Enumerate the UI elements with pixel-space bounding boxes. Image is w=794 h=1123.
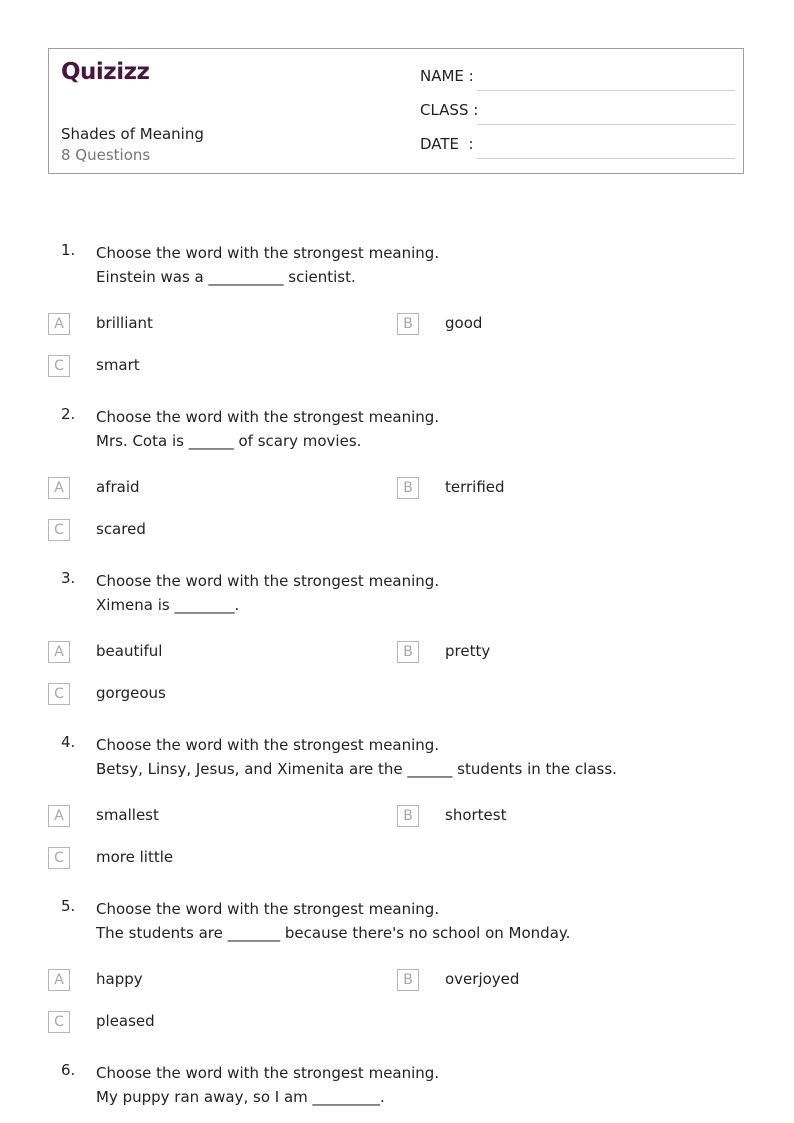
name-field[interactable] bbox=[420, 67, 735, 91]
question-number: 2. bbox=[61, 405, 76, 423]
worksheet-header bbox=[48, 48, 744, 174]
question-text bbox=[96, 1061, 439, 1109]
option-text: gorgeous bbox=[96, 684, 166, 702]
option-letter-box: A bbox=[48, 641, 70, 663]
question-number: 3. bbox=[61, 569, 76, 587]
option-letter-box: A bbox=[48, 969, 70, 991]
question-number: 4. bbox=[61, 733, 76, 751]
class-field[interactable] bbox=[420, 101, 735, 125]
option-text: pretty bbox=[445, 642, 491, 660]
question-prompt: Choose the word with the strongest meaning. bbox=[96, 408, 440, 426]
class-label: CLASS : bbox=[420, 101, 479, 119]
question-text bbox=[96, 733, 617, 781]
option-text: smallest bbox=[96, 806, 159, 824]
option-text: happy bbox=[96, 970, 143, 988]
option-letter-box: A bbox=[48, 477, 70, 499]
date-field[interactable] bbox=[420, 135, 735, 159]
option-letter-box: C bbox=[48, 519, 70, 541]
worksheet-title: Shades of Meaning bbox=[61, 125, 204, 143]
question-number: 5. bbox=[61, 897, 76, 915]
option-text: pleased bbox=[96, 1012, 155, 1030]
question-sentence: Ximena is ________. bbox=[96, 596, 240, 614]
option-letter-box: C bbox=[48, 847, 70, 869]
question-text bbox=[96, 405, 439, 453]
option-text: more little bbox=[96, 848, 174, 866]
option-text: brilliant bbox=[96, 314, 153, 332]
option-text: shortest bbox=[445, 806, 507, 824]
option-text: smart bbox=[96, 356, 140, 374]
option-letter-box: A bbox=[48, 805, 70, 827]
class-line[interactable] bbox=[477, 124, 735, 125]
option-letter-box: B bbox=[397, 641, 419, 663]
date-line[interactable] bbox=[477, 158, 735, 159]
option-letter-box: A bbox=[48, 313, 70, 335]
question-sentence: My puppy ran away, so I am _________. bbox=[96, 1088, 385, 1106]
name-label: NAME : bbox=[420, 67, 474, 85]
option-text: good bbox=[445, 314, 483, 332]
question-number: 1. bbox=[61, 241, 76, 259]
option-text: scared bbox=[96, 520, 146, 538]
quizizz-logo: Quizizz bbox=[61, 59, 150, 85]
question-text bbox=[96, 241, 439, 289]
question-count: 8 Questions bbox=[61, 146, 151, 164]
name-line[interactable] bbox=[477, 90, 735, 91]
question-sentence: Mrs. Cota is ______ of scary movies. bbox=[96, 432, 362, 450]
option-letter-box: C bbox=[48, 683, 70, 705]
option-text: beautiful bbox=[96, 642, 163, 660]
question-prompt: Choose the word with the strongest meaning. bbox=[96, 244, 440, 262]
question-prompt: Choose the word with the strongest meaning. bbox=[96, 572, 440, 590]
option-letter-box: C bbox=[48, 1011, 70, 1033]
question-prompt: Choose the word with the strongest meaning. bbox=[96, 900, 440, 918]
option-text: terrified bbox=[445, 478, 505, 496]
question-number: 6. bbox=[61, 1061, 76, 1079]
question-text bbox=[96, 897, 570, 945]
option-letter-box: B bbox=[397, 969, 419, 991]
option-text: afraid bbox=[96, 478, 140, 496]
question-sentence: Einstein was a __________ scientist. bbox=[96, 268, 356, 286]
question-prompt: Choose the word with the strongest meaning. bbox=[96, 1064, 440, 1082]
option-letter-box: B bbox=[397, 313, 419, 335]
option-letter-box: B bbox=[397, 805, 419, 827]
question-sentence: Betsy, Linsy, Jesus, and Ximenita are the ______ students in the class. bbox=[96, 760, 617, 778]
date-label: DATE : bbox=[420, 135, 474, 153]
question-prompt: Choose the word with the strongest meaning. bbox=[96, 736, 440, 754]
option-letter-box: B bbox=[397, 477, 419, 499]
option-text: overjoyed bbox=[445, 970, 520, 988]
question-text bbox=[96, 569, 439, 617]
question-sentence: The students are _______ because there's no school on Monday. bbox=[96, 924, 571, 942]
option-letter-box: C bbox=[48, 355, 70, 377]
